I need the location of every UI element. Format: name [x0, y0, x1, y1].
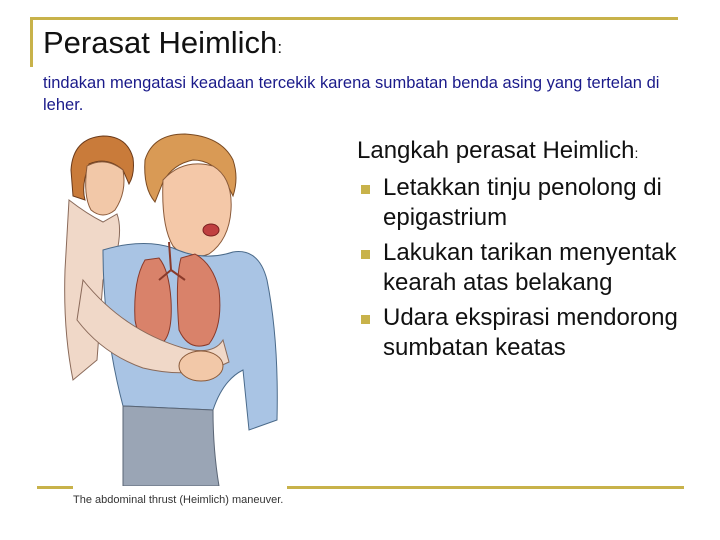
step-item — [357, 238, 717, 298]
slide-title-colon: : — [277, 38, 283, 57]
bottom-rule-left — [37, 486, 73, 489]
figure-caption: The abdominal thrust (Heimlich) maneuver. — [73, 494, 284, 506]
step-text: Udara ekspirasi mendorong sumbatan keatas — [383, 304, 678, 361]
bottom-rule-right — [287, 486, 684, 489]
steps-heading — [357, 136, 717, 168]
square-bullet-icon — [361, 185, 370, 194]
left-rule — [30, 17, 33, 67]
square-bullet-icon — [361, 315, 370, 324]
top-rule — [30, 17, 678, 20]
square-bullet-icon — [361, 250, 370, 259]
slide-subtitle: tindakan mengatasi keadaan tercekik karena sumbatan benda asing yang tertelan di leher. — [43, 74, 660, 114]
steps-heading-text: Langkah perasat Heimlich — [357, 137, 635, 164]
slide-title — [43, 25, 282, 61]
step-item — [357, 173, 717, 233]
slide-title-text: Perasat Heimlich — [43, 25, 278, 60]
steps-heading-colon: : — [634, 145, 639, 161]
step-text: Letakkan tinju penolong di epigastrium — [383, 174, 662, 231]
steps-section — [357, 136, 717, 363]
step-text: Lakukan tarikan menyentak kearah atas belakang — [383, 239, 677, 296]
step-item — [357, 303, 717, 363]
heimlich-illustration — [63, 130, 283, 486]
